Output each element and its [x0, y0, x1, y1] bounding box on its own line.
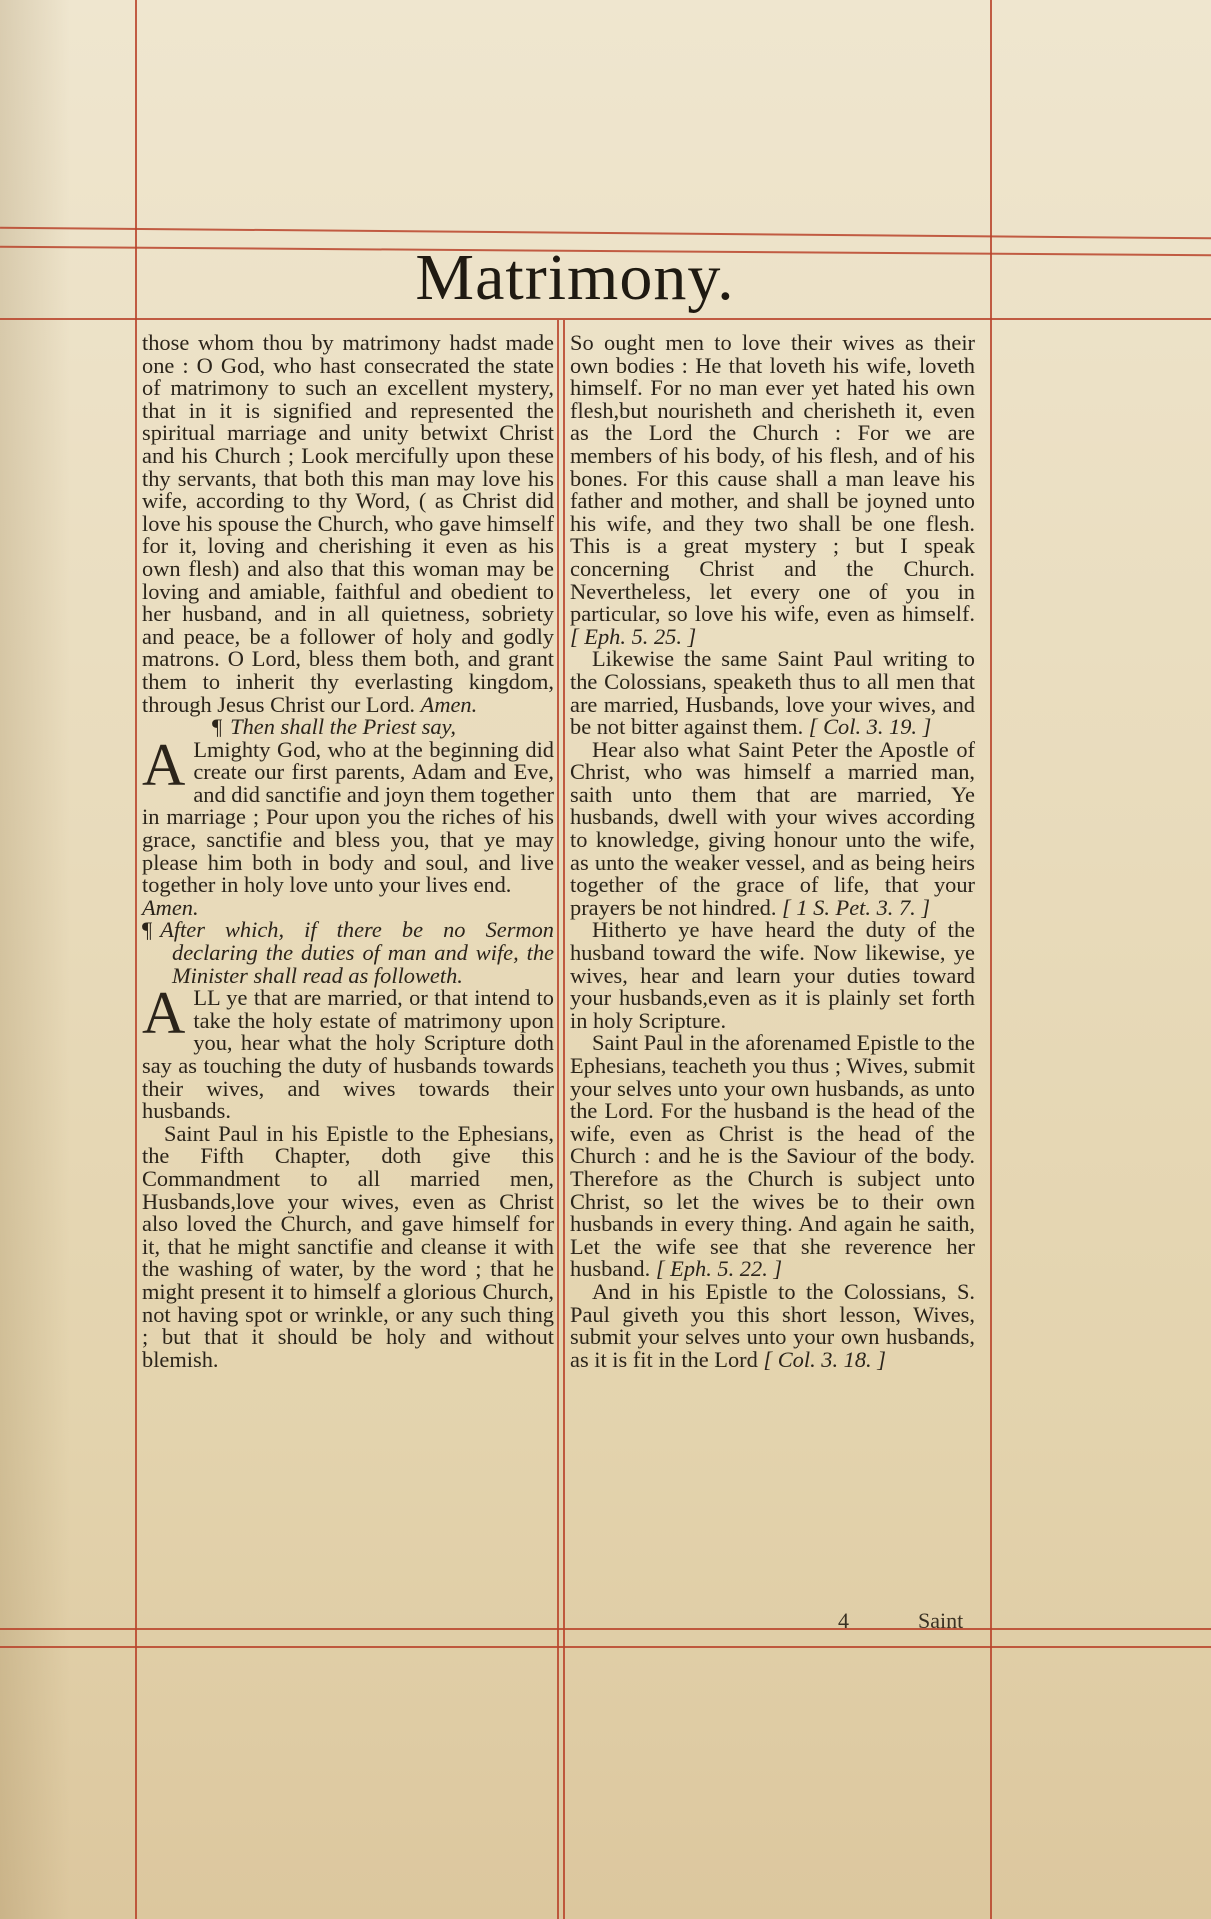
scripture-text: Hear also what Saint Peter the Apostle of Christ, who was himself a married man, saith unto them that are married, Ye husbands, dwell with your wives according to knowledge, giving honour unto the wife, as unto the weaker vessel, and as being heirs together of the grace of life, that your prayers be not hindred. — [570, 736, 975, 920]
scripture-text: So ought men to love their wives as their own bodies : He that loveth his wife, loveth himself. For no man ever yet hated his own flesh,but nourisheth and cherisheth it, even as the Lord the Church : For we are members of his body, of his flesh, and of his bones. For this cause shall a man leave his father and mother, and shall be joyned unto his wife, and they two shall be one flesh. This is a great mystery ; but I speak concerning Christ and the Church. Nevertheless, let every one of you in particular, so love his wife, even as himself. — [570, 330, 975, 627]
left-column — [142, 332, 554, 1371]
left-paragraph-3 — [142, 980, 554, 1124]
right-paragraph-5 — [570, 1032, 975, 1281]
right-paragraph-1 — [570, 332, 975, 648]
right-paragraph-3 — [570, 736, 975, 920]
rule-bottom-horizontal — [0, 1628, 1211, 1630]
scripture-reference: [ 1 S. Pet. 3. 7. ] — [782, 894, 931, 920]
drop-capital: A — [142, 731, 186, 798]
rule-header-horizontal — [0, 318, 1211, 320]
scripture-reference: [ Eph. 5. 22. ] — [655, 1256, 783, 1282]
blessing-text: Lmighty God, who at the beginning did create our first parents, Adam and Eve, and did sanctifie and joyn them together in marriage ; Pour upon you the riches of his grace, sanctifie and bless you, that ye may please him both in body and soul, and live together in holy love unto your lives end. — [142, 736, 554, 898]
right-paragraph-4: Hitherto ye have heard the duty of the husband toward the wife. Now likewise, ye wives, hear and learn your duties toward your husbands,even as it is plainly set forth in holy Scripture. — [570, 917, 975, 1033]
scripture-reference: [ Col. 3. 18. ] — [763, 1346, 886, 1372]
catchword: Saint — [918, 1608, 964, 1633]
left-paragraph-1 — [142, 332, 554, 716]
page-title: Matrimony. — [415, 241, 735, 314]
page-number: 4 — [838, 1608, 849, 1633]
left-paragraph-4: Saint Paul in his Epistle to the Ephesians, the Fifth Chapter, doth give this Commandment to all married men, Husbands,love your wives, even as Christ also loved the Church, and gave himself for it, that he might sanctifie and cleanse it with the washing of water, by the word ; that he might present it to himself a glorious Church, not having spot or wrinkle, or any such thing ; but that it should be holy and without blemish. — [142, 1120, 554, 1372]
right-paragraph-2 — [570, 648, 975, 738]
exhortation-text: LL ye that are married, or that intend to take the holy estate of matrimony upon you, hear what the holy Scripture doth say as touching the duty of husbands towards their wives, and wives towards their husbands. — [142, 985, 554, 1124]
pilcrow-icon: ¶ — [212, 714, 223, 740]
scripture-text: Likewise the same Saint Paul writing to the Colossians, speaketh thus to all men that are married, Husbands, love your wives, and be not bitter against them. — [570, 646, 975, 740]
prayer-text: those whom thou by matrimony hadst made one : O God, who hast consecrated the state of matrimony to such an excellent mystery, that in it is signified and represented the spiritual marriage and unity betwixt Christ and his Church ; Look mercifully upon these thy servants, that both this man may love his wife, according to thy Word, ( as Christ did love his spouse the Church, who gave himself for it, loving and cherishing it even as his own flesh) and also that this woman may be loving and amiable, faithful and obedient to her husband, and in all quietness, sobriety and peace, be a follower of holy and godly matrons. O Lord, bless them both, and grant them to inherit thy everlasting kingdom, through Jesus Christ our Lord. — [142, 330, 554, 717]
rule-top-horizontal — [0, 227, 1211, 240]
rule-center-vertical-b — [563, 320, 565, 1919]
right-column — [570, 332, 975, 1371]
binding-shadow — [0, 0, 70, 1919]
amen: Amen. — [420, 691, 478, 717]
rubric-text: After which, if there be no Sermon declaring the duties of man and wife, the Minister shall read as followeth. — [160, 917, 554, 988]
rubric-text: Then shall the Priest say, — [230, 714, 456, 740]
amen-2: Amen. — [142, 894, 199, 920]
right-paragraph-6 — [570, 1278, 975, 1372]
rule-left-vertical — [135, 0, 137, 1919]
rule-center-vertical-a — [557, 320, 559, 1919]
rubric-after-which — [142, 919, 554, 987]
drop-capital: A — [142, 980, 186, 1047]
scripture-reference: [ Col. 3. 19. ] — [808, 714, 932, 740]
scripture-text: And in his Epistle to the Colossians, S. Paul giveth you this short lesson, Wives, submit your selves unto your own husbands, as it is fit in the Lord — [570, 1278, 975, 1372]
pilcrow-icon: ¶ — [142, 917, 153, 943]
rule-bottom-horizontal-2 — [0, 1646, 1211, 1648]
rubric-priest-say — [142, 716, 554, 739]
scripture-reference: [ Eph. 5. 25. ] — [570, 623, 697, 649]
scripture-text: Saint Paul in the aforenamed Epistle to the Ephesians, teacheth you thus ; Wives, submit your selves unto your own husbands, as unto the Lord. For the husband is the head of the wife, even as Christ is the head of the Church : and he is the Saviour of the body. Therefore as the Church is subject unto Christ, so let the wives be to their own husbands in every thing. And again he saith, Let the wife see that she reverence her husband. — [570, 1030, 975, 1282]
left-paragraph-2 — [142, 731, 554, 898]
rule-right-vertical — [990, 0, 992, 1919]
